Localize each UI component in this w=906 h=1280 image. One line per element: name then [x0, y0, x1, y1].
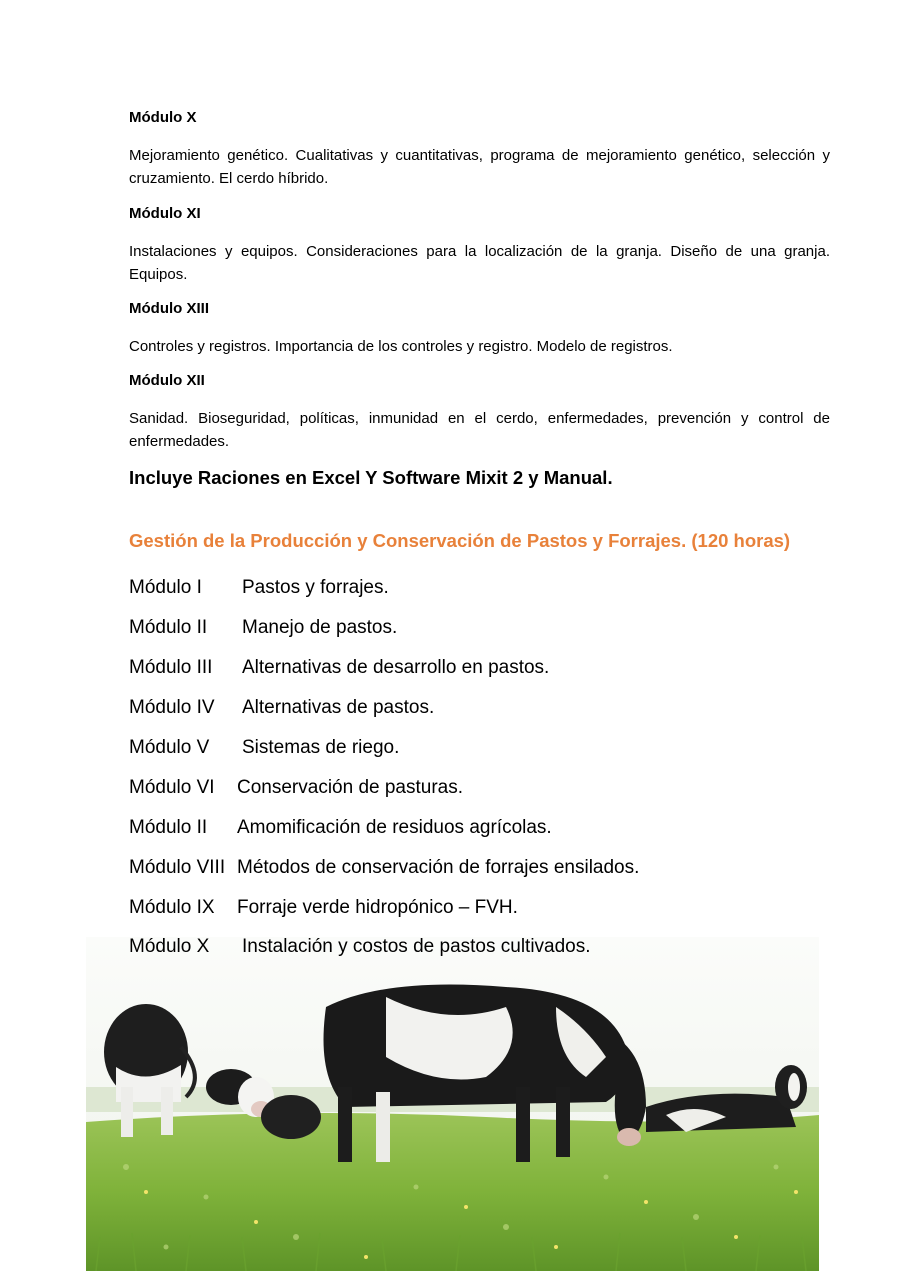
module-desc: Instalación y costos de pastos cultivados. — [242, 936, 591, 957]
module-desc: Manejo de pastos. — [242, 617, 398, 638]
module-desc: Conservación de pasturas. — [237, 777, 464, 798]
module-desc: Alternativas de desarrollo en pastos. — [242, 657, 550, 678]
module-title: Módulo X — [129, 109, 197, 126]
list-item — [129, 657, 550, 679]
module-title: Módulo XII — [129, 372, 205, 389]
course-heading: Gestión de la Producción y Conservación de Pastos y Forrajes. (120 horas) — [129, 530, 791, 551]
module-label: Módulo IV — [129, 697, 215, 718]
list-item — [129, 936, 591, 958]
module-title: Módulo XI — [129, 205, 201, 222]
module-label: Módulo III — [129, 657, 213, 678]
module-desc: Amomificación de residuos agrícolas. — [237, 817, 552, 838]
module-label: Módulo VIII — [129, 857, 226, 878]
module-label: Módulo II — [129, 817, 208, 838]
list-item — [129, 817, 552, 839]
list-item — [129, 617, 398, 639]
module-text: Controles y registros. Importancia de los controles y registro. Modelo de registros. — [129, 338, 673, 355]
module-text: Mejoramiento genético. Cualitativas y cuantitativas, programa de mejoramiento genético, selección y cruzamiento. El cerdo híbrido. — [129, 147, 830, 187]
module-desc: Pastos y forrajes. — [242, 577, 389, 598]
module-label: Módulo IX — [129, 897, 215, 918]
list-item — [129, 697, 435, 719]
module-label: Módulo I — [129, 577, 202, 598]
module-label: Módulo X — [129, 936, 210, 957]
module-label: Módulo V — [129, 737, 210, 758]
module-text: Instalaciones y equipos. Consideraciones para la localización de la granja. Diseño de una granja. Equipos. — [129, 243, 830, 283]
module-desc: Sistemas de riego. — [242, 737, 400, 758]
module-desc: Métodos de conservación de forrajes ensilados. — [237, 857, 640, 878]
module-label: Módulo II — [129, 617, 208, 638]
list-item — [129, 777, 464, 799]
list-item — [129, 577, 389, 599]
list-item — [129, 857, 640, 879]
module-desc: Forraje verde hidropónico – FVH. — [237, 897, 518, 918]
list-item — [129, 897, 518, 919]
includes-line: Incluye Raciones en Excel Y Software Mixit 2 y Manual. — [129, 467, 613, 488]
module-text: Sanidad. Bioseguridad, políticas, inmunidad en el cerdo, enfermedades, prevención y control de enfermedades. — [129, 410, 830, 450]
module-desc: Alternativas de pastos. — [242, 697, 435, 718]
module-label: Módulo VI — [129, 777, 215, 798]
module-title: Módulo XIII — [129, 300, 209, 317]
list-item — [129, 737, 400, 759]
cows-grazing-photo — [86, 937, 819, 1271]
